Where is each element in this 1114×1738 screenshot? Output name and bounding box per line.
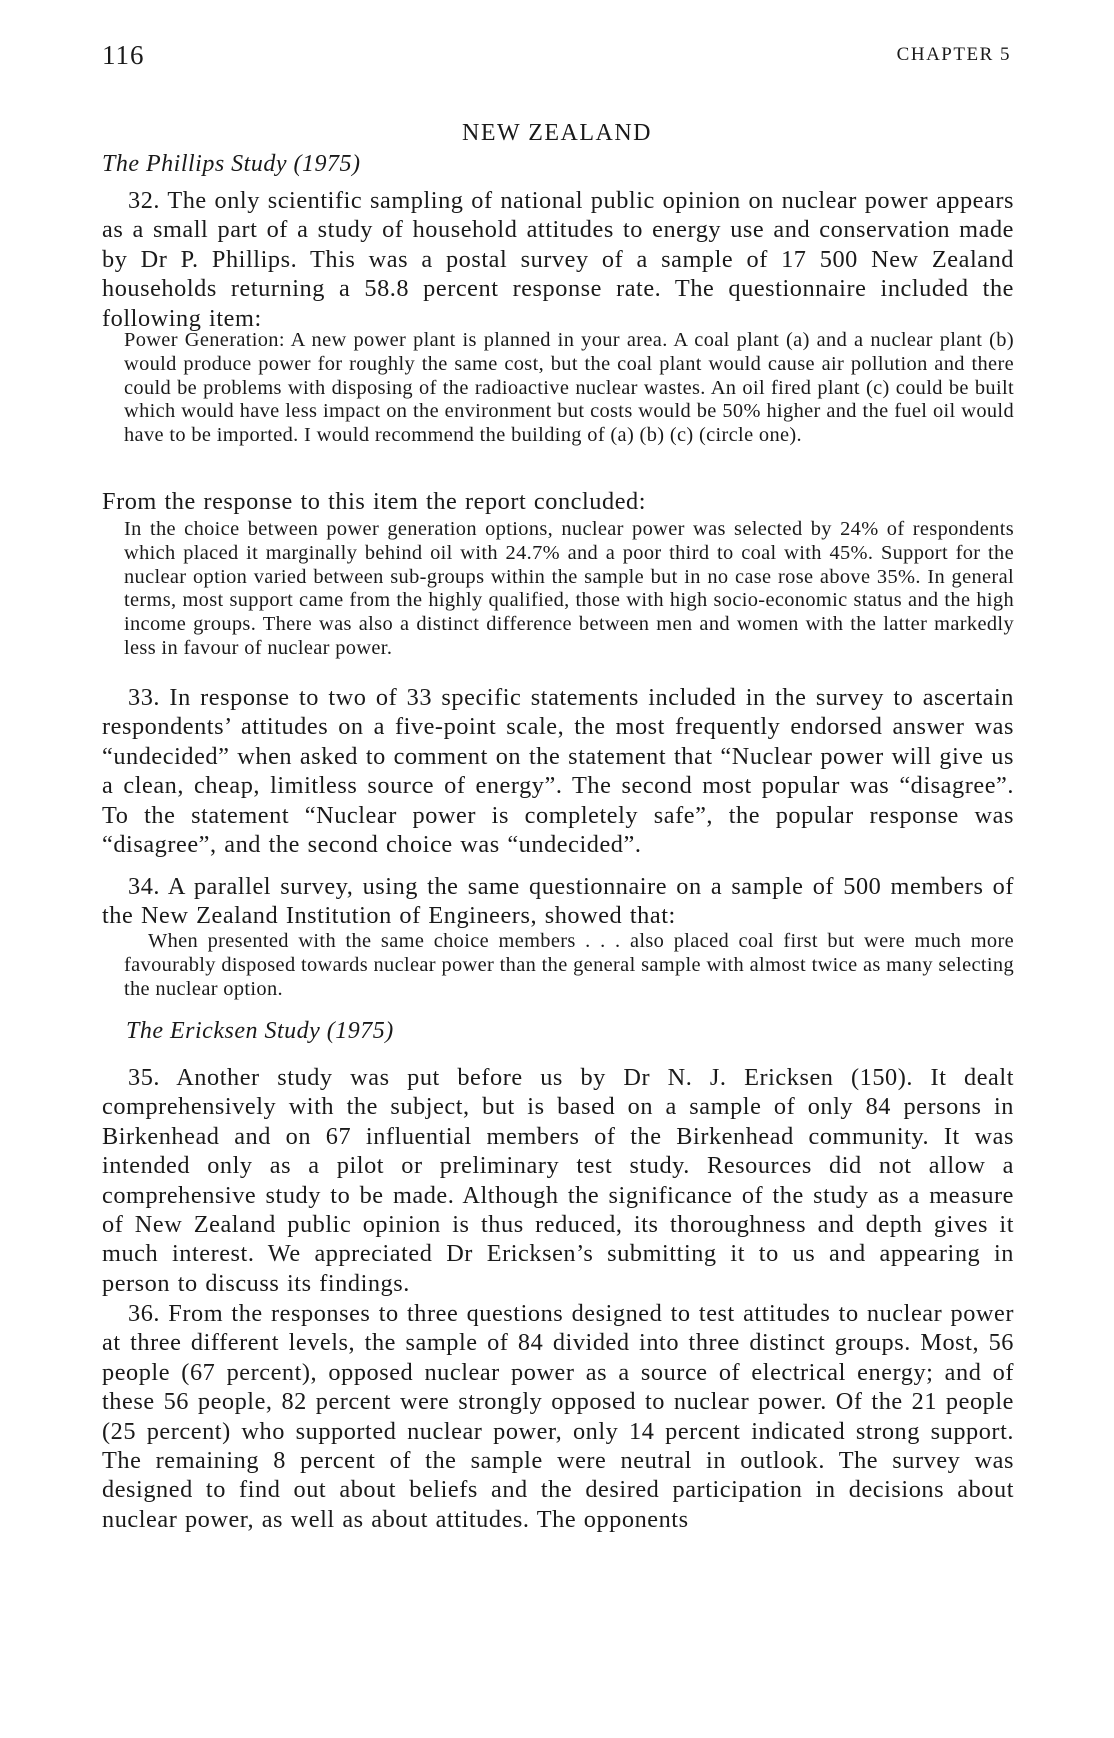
quote-report-conclusion: In the choice between power generation options, nuclear power was selected by 24% of respondents which placed it marginally behind oil with 24.7% and a poor third to coal with 45%. Support for the nuclear option varied between sub-groups within the sample but in no case rose above 35%. In general terms, most support came from the highly qualified, those with high socio-economic status and the high income groups. There was also a distinct difference between men and women with the latter markedly less in favour of nuclear power. [124,518,1014,659]
paragraph-36: 36. From the responses to three questions designed to test attitudes to nuclear power at three different levels, the sample of 84 divided into three distinct groups. Most, 56 people (67 percent), opposed nuclear power as a source of electrical energy; and of these 56 people, 82 percent were strongly opposed to nuclear power. Of the 21 people (25 percent) who supported nuclear power, only 14 percent indicated strong support. The remaining 8 percent of the sample were neutral in outlook. The survey was designed to find out about beliefs and the desired participation in decisions about nuclear power, as well as about attitudes. The opponents [102,1300,1014,1533]
subhead-ericksen: The Ericksen Study (1975) [126,1018,394,1044]
section-title: NEW ZEALAND [461,120,653,146]
page-header [102,40,1011,80]
paragraph-lead-report: From the response to this item the report concluded: [102,488,647,515]
running-head: CHAPTER 5 [896,44,1011,65]
paragraph-34: 34. A parallel survey, using the same questionnaire on a sample of 500 members of the New Zealand Institution of Engineers, showed that: [102,873,1014,930]
quote-questionnaire-item: Power Generation: A new power plant is planned in your area. A coal plant (a) and a nuclear plant (b) would produce power for roughly the same cost, but the coal plant would cause air pollution and there could be problems with disposing of the radioactive nuclear wastes. An oil fired plant (c) could be built which would have less impact on the environment but costs would be 50% higher and the fuel oil would have to be imported. I would recommend the building of (a) (b) (c) (circle one). [124,329,1014,447]
paragraph-32: 32. The only scientific sampling of national public opinion on nuclear power appears as a small part of a study of household attitudes to energy use and conservation made by Dr P. Phillips. This was a postal survey of a sample of 17 500 New Zealand households returning a 58.8 percent response rate. The questionnaire included the following item: [102,187,1014,332]
page-number: 116 [102,40,145,70]
paragraph-35: 35. Another study was put before us by Dr N. J. Ericksen (150). It dealt comprehensively with the subject, but is based on a sample of only 84 persons in Birkenhead and on 67 influential members of the Birkenhead community. It was intended only as a pilot or preliminary test study. Resources did not allow a comprehensive study to be made. Although the significance of the study as a measure of New Zealand public opinion is thus reduced, its thoroughness and depth gives it much interest. We appreciated Dr Ericksen’s submitting it to us and appearing in person to discuss its findings. [102,1064,1014,1297]
quote-engineers-survey: When presented with the same choice members . . . also placed coal first but were much more favourably disposed towards nuclear power than the general sample with almost twice as many selecting the nuclear option. [124,930,1014,1000]
subhead-phillips: The Phillips Study (1975) [102,151,361,177]
paragraph-33: 33. In response to two of 33 specific statements included in the survey to ascertain respondents’ attitudes on a five-point scale, the most frequently endorsed answer was “undecided” when asked to comment on the statement that “Nuclear power will give us a clean, cheap, limitless source of energy”. The second most popular was “disagree”. To the statement “Nuclear power is completely safe”, the popular response was “disagree”, and the second choice was “undecided”. [102,684,1014,859]
